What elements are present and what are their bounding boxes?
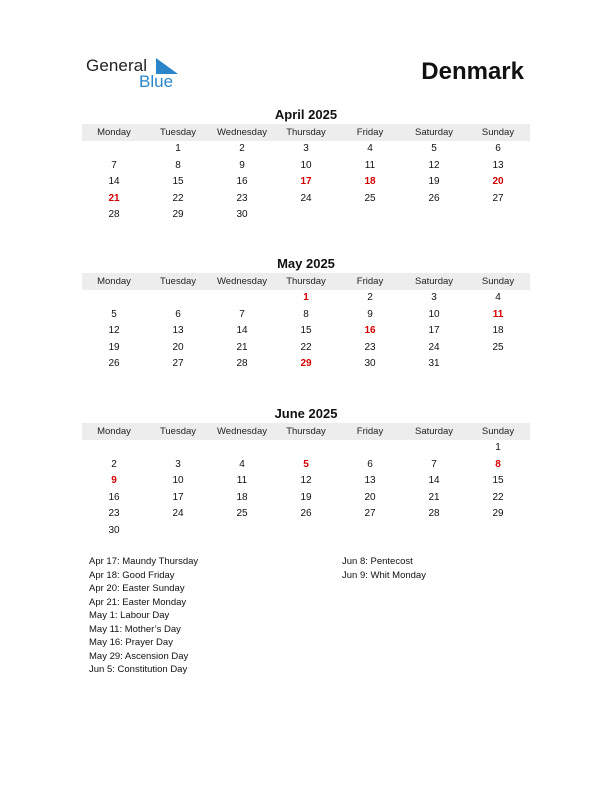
day-cell: 15: [492, 475, 504, 487]
holiday-entry: Jun 9: Whit Monday: [342, 569, 426, 581]
day-cell: 27: [492, 192, 504, 204]
week-row: [82, 473, 530, 490]
day-cell: 10: [300, 159, 312, 171]
day-cell: 18: [236, 491, 248, 503]
day-cell: 16: [108, 491, 120, 503]
day-cell: 4: [367, 143, 373, 154]
holiday-entry: May 29: Ascension Day: [89, 650, 189, 662]
day-cell: 6: [367, 458, 373, 470]
day-cell: 15: [172, 176, 184, 188]
holiday-entry: Jun 5: Constitution Day: [89, 664, 188, 675]
weekday-label: Sunday: [481, 426, 515, 437]
day-cell: 14: [236, 325, 248, 337]
holiday-day-cell: 11: [492, 308, 504, 320]
week-row: [82, 141, 530, 158]
week-row: [82, 323, 530, 340]
weekday-label: Tuesday: [159, 426, 197, 437]
day-cell: 12: [428, 159, 440, 171]
holiday-entry: May 11: Mother’s Day: [89, 623, 181, 635]
day-cell: 6: [495, 143, 501, 154]
day-cell: 2: [367, 292, 373, 303]
holiday-entry: May 1: Labour Day: [89, 610, 170, 621]
day-cell: 25: [492, 341, 504, 353]
weekday-label: Thursday: [286, 127, 326, 138]
day-cell: 23: [108, 508, 120, 520]
week-row: [82, 158, 530, 175]
day-cell: 22: [492, 491, 504, 503]
week-row: [82, 174, 530, 191]
day-cell: 14: [108, 176, 120, 188]
weekday-label: Thursday: [286, 276, 326, 287]
day-cell: 4: [495, 292, 501, 303]
holiday-entry: May 16: Prayer Day: [89, 637, 173, 648]
weekday-label: Wednesday: [217, 426, 267, 437]
day-cell: 19: [428, 176, 440, 188]
logo-general-text: General: [86, 56, 148, 75]
holiday-day-cell: 18: [364, 176, 376, 188]
day-cell: 14: [428, 475, 440, 487]
month-title: April 2025: [274, 107, 338, 122]
day-cell: 2: [239, 143, 245, 154]
day-cell: 10: [428, 308, 440, 320]
day-cell: 11: [364, 159, 376, 171]
empty-day-cell: [402, 440, 466, 457]
day-cell: 30: [236, 209, 248, 221]
day-cell: 7: [431, 458, 437, 470]
day-cell: 21: [428, 491, 440, 503]
month-title: May 2025: [277, 256, 335, 271]
day-cell: 29: [492, 508, 504, 520]
day-cell: 1: [495, 442, 501, 453]
day-cell: 13: [492, 159, 504, 171]
holiday-entry: Apr 17: Maundy Thursday: [89, 556, 199, 567]
day-cell: 17: [428, 325, 440, 337]
weekday-label: Saturday: [414, 426, 454, 437]
week-row: [82, 340, 530, 357]
empty-day-cell: [338, 440, 402, 457]
day-cell: 19: [108, 341, 120, 353]
empty-day-cell: [82, 290, 146, 307]
holiday-day-cell: 8: [495, 458, 501, 470]
weekday-label: Sunday: [481, 276, 515, 287]
day-cell: 17: [172, 491, 184, 503]
holiday-entry: Apr 21: Easter Monday: [89, 596, 187, 608]
day-cell: 10: [172, 475, 184, 487]
day-cell: 4: [239, 458, 245, 470]
day-cell: 28: [428, 508, 440, 520]
day-cell: 31: [428, 358, 440, 370]
day-cell: 3: [431, 292, 437, 303]
empty-day-cell: [210, 440, 274, 457]
empty-day-cell: [274, 440, 338, 457]
holiday-day-cell: 29: [300, 358, 312, 370]
holiday-entry: Apr 20: Easter Sunday: [89, 583, 185, 594]
day-cell: 11: [236, 475, 248, 487]
day-cell: 13: [172, 325, 184, 337]
day-cell: 30: [364, 358, 376, 370]
day-cell: 27: [364, 508, 376, 520]
weekday-label: Wednesday: [217, 127, 267, 138]
day-cell: 21: [236, 341, 248, 353]
country-title: Denmark: [421, 58, 524, 85]
day-cell: 20: [364, 491, 376, 503]
weekday-label: Sunday: [481, 127, 515, 138]
week-row: [82, 490, 530, 507]
empty-day-cell: [402, 207, 466, 224]
holiday-entry: Apr 18: Good Friday: [89, 569, 175, 581]
day-cell: 3: [175, 458, 181, 470]
day-cell: 12: [300, 475, 312, 487]
week-row: [82, 307, 530, 324]
day-cell: 8: [175, 159, 181, 171]
empty-day-cell: [82, 440, 146, 457]
day-cell: 22: [172, 192, 184, 204]
weekday-label: Monday: [97, 276, 131, 287]
empty-day-cell: [402, 523, 466, 540]
holiday-entry: Jun 8: Pentecost: [342, 556, 413, 567]
day-cell: 1: [175, 143, 181, 154]
logo-blue-text: Blue: [139, 72, 174, 91]
day-cell: 2: [111, 458, 117, 470]
week-row: [82, 290, 530, 307]
day-cell: 9: [239, 159, 245, 171]
week-row: [82, 191, 530, 208]
weekday-label: Saturday: [414, 276, 454, 287]
day-cell: 24: [300, 192, 312, 204]
empty-day-cell: [146, 440, 210, 457]
weekday-label: Monday: [97, 127, 131, 138]
month-june: [82, 406, 530, 540]
empty-day-cell: [338, 523, 402, 540]
weekday-label: Friday: [356, 426, 384, 437]
day-cell: 7: [111, 159, 117, 171]
holiday-day-cell: 16: [364, 325, 376, 337]
weekday-label: Friday: [356, 276, 384, 287]
day-cell: 20: [172, 341, 184, 353]
weekday-header-row: [82, 273, 530, 290]
day-cell: 5: [431, 143, 437, 154]
week-row: [82, 356, 530, 373]
day-cell: 19: [300, 491, 312, 503]
day-cell: 28: [108, 209, 120, 221]
week-row: [82, 457, 530, 474]
month-title: June 2025: [274, 406, 338, 421]
day-cell: 3: [303, 143, 309, 154]
day-cell: 27: [172, 358, 184, 370]
empty-day-cell: [274, 523, 338, 540]
month-april: [82, 107, 530, 224]
day-cell: 24: [428, 341, 440, 353]
empty-day-cell: [146, 290, 210, 307]
holiday-day-cell: 1: [303, 292, 309, 303]
day-cell: 26: [428, 192, 440, 204]
day-cell: 22: [300, 341, 312, 353]
week-row: [82, 523, 530, 540]
day-cell: 18: [492, 325, 504, 337]
weekday-label: Thursday: [286, 426, 326, 437]
weekday-label: Friday: [356, 127, 384, 138]
weekday-label: Wednesday: [217, 276, 267, 287]
holiday-day-cell: 17: [300, 176, 312, 188]
empty-day-cell: [466, 207, 530, 224]
empty-day-cell: [82, 141, 146, 158]
day-cell: 12: [108, 325, 120, 337]
day-cell: 30: [108, 524, 120, 536]
holiday-day-cell: 9: [111, 475, 117, 487]
day-cell: 5: [111, 308, 117, 320]
holiday-day-cell: 5: [303, 458, 309, 470]
holiday-list-right: [342, 555, 426, 582]
day-cell: 23: [364, 341, 376, 353]
day-cell: 24: [172, 508, 184, 520]
day-cell: 6: [175, 308, 181, 320]
day-cell: 13: [364, 475, 376, 487]
day-cell: 15: [300, 325, 312, 337]
weekday-label: Tuesday: [159, 276, 197, 287]
day-cell: 29: [172, 209, 184, 221]
day-cell: 7: [239, 308, 245, 320]
empty-day-cell: [274, 207, 338, 224]
holiday-day-cell: 20: [492, 176, 504, 188]
weekday-label: Tuesday: [159, 127, 197, 138]
empty-day-cell: [466, 523, 530, 540]
holiday-list-left: [89, 555, 198, 677]
empty-day-cell: [210, 290, 274, 307]
week-row: [82, 506, 530, 523]
day-cell: 8: [303, 308, 309, 320]
weekday-header-row: [82, 423, 530, 440]
empty-day-cell: [466, 356, 530, 373]
empty-day-cell: [338, 207, 402, 224]
day-cell: 26: [300, 508, 312, 520]
day-cell: 28: [236, 358, 248, 370]
weekday-header-row: [82, 124, 530, 141]
day-cell: 25: [236, 508, 248, 520]
day-cell: 23: [236, 192, 248, 204]
week-row: [82, 440, 530, 457]
holiday-day-cell: 21: [108, 192, 120, 204]
day-cell: 9: [367, 308, 373, 320]
day-cell: 25: [364, 192, 376, 204]
week-row: [82, 207, 530, 224]
generalblue-logo: [86, 56, 196, 92]
empty-day-cell: [210, 523, 274, 540]
empty-day-cell: [146, 523, 210, 540]
month-may: [82, 256, 530, 373]
weekday-label: Monday: [97, 426, 131, 437]
day-cell: 26: [108, 358, 120, 370]
weekday-label: Saturday: [414, 127, 454, 138]
day-cell: 16: [236, 176, 248, 188]
